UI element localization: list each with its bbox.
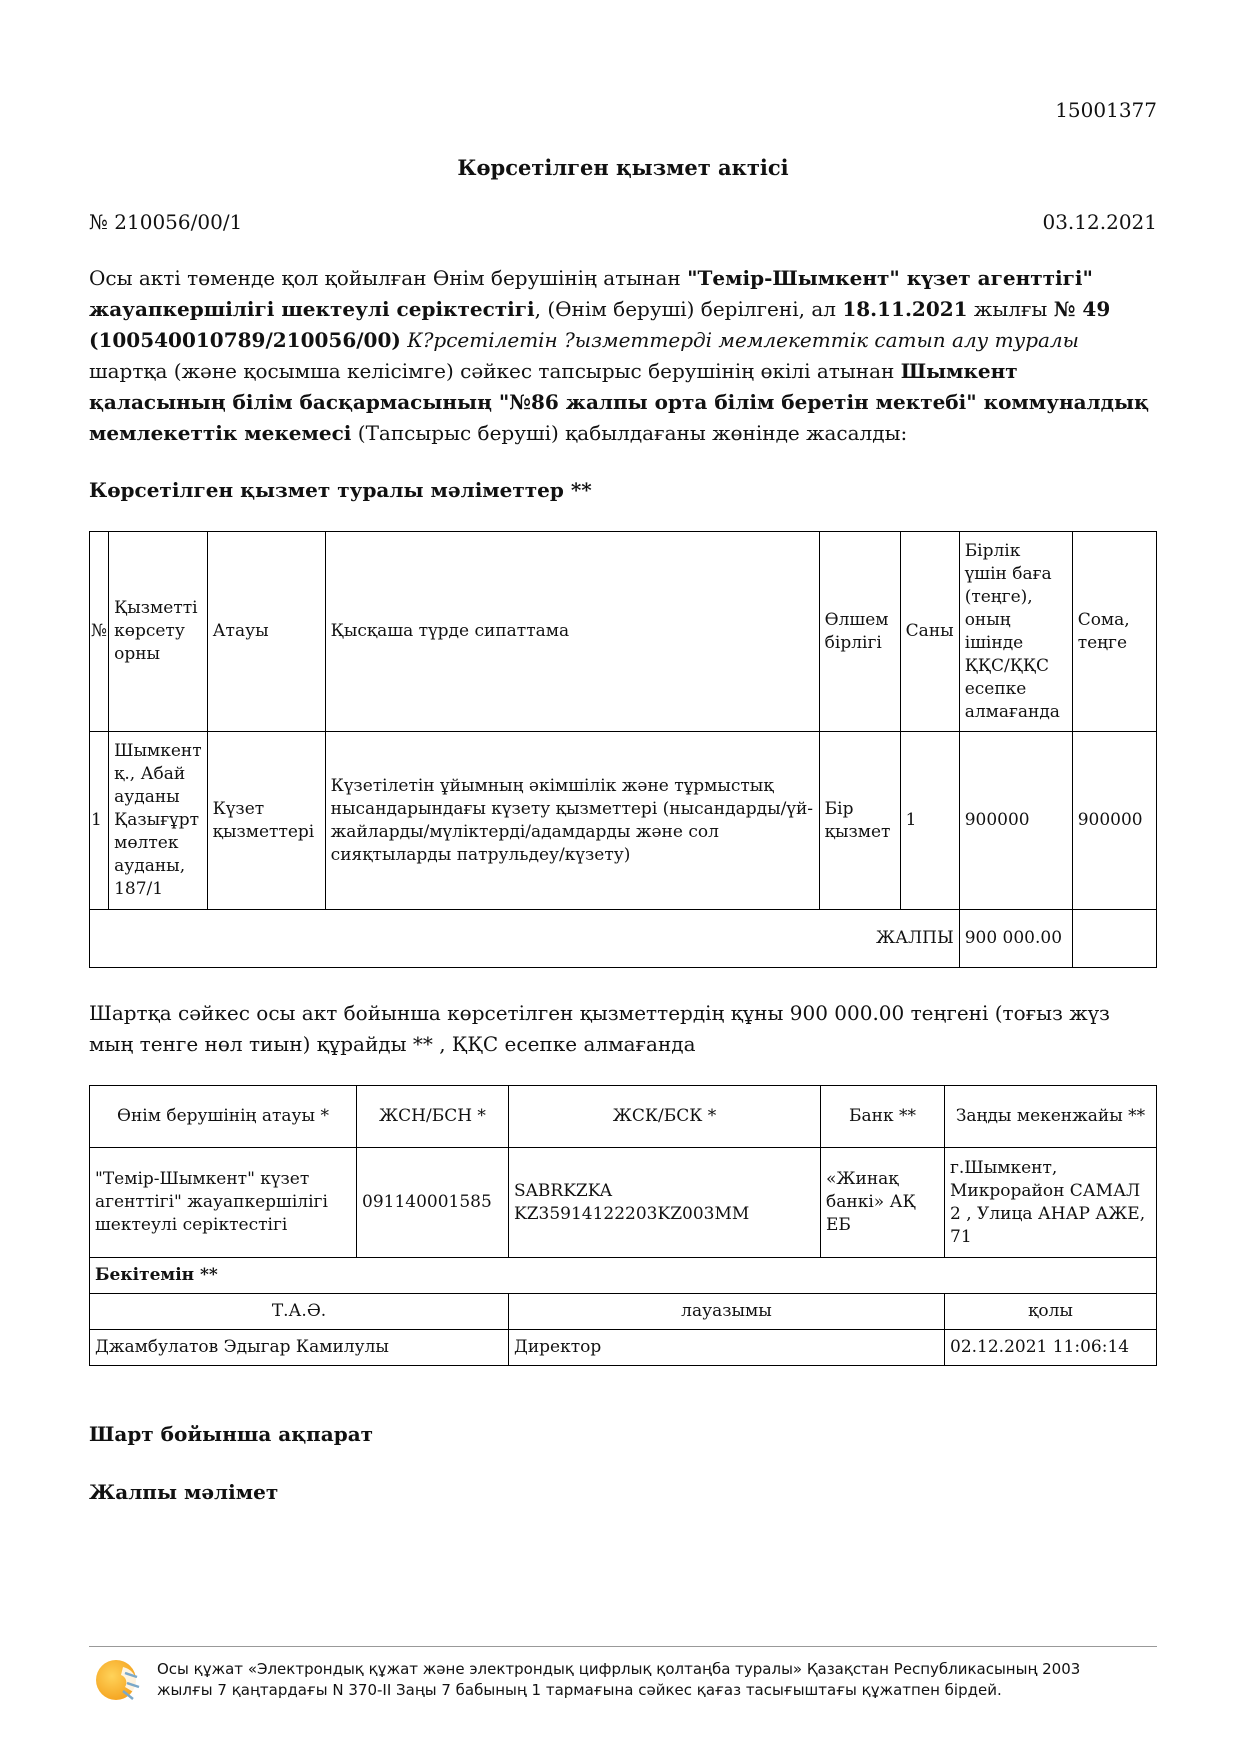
- sign-header-row: [90, 1294, 1157, 1330]
- signer-name: Джамбулатов Эдыгар Камилулы: [90, 1330, 509, 1366]
- contract-info-heading: Шарт бойынша ақпарат: [89, 1422, 374, 1446]
- egov-sun-logo-icon: [95, 1657, 141, 1703]
- header-cell: Атауы: [207, 532, 325, 732]
- row-cell: Күзетілетін ұйымның әкімшілік және тұрмыстық нысандарындағы күзету қызметтері (нысандарды/үй-жайларды/мүліктерді/адамдарды және сол сияқтыларды патрульдеу/күзету): [325, 732, 819, 910]
- row-cell: 1: [90, 732, 109, 910]
- page-title: Көрсетілген қызмет актісі: [457, 155, 789, 180]
- account-cell: SABRKZKA KZ35914122203KZ003MM: [509, 1148, 821, 1258]
- empty-cell: [1072, 910, 1156, 968]
- header-cell: Қызметті көрсету орны: [109, 532, 208, 732]
- table-header-row: [90, 1086, 1157, 1148]
- total-row: [90, 910, 1157, 968]
- general-info-heading: Жалпы мәлімет: [89, 1480, 279, 1504]
- approve-row: [90, 1258, 1157, 1294]
- services-table: [89, 531, 1157, 968]
- header-cell: Т.А.Ә.: [90, 1294, 509, 1330]
- table-row: [90, 732, 1157, 910]
- header-cell: Өлшем бірлігі: [819, 532, 900, 732]
- footer-line: Осы құжат «Электрондық құжат және электрондық цифрлық қолтаңба туралы» Қазақстан Республикасының 2003: [157, 1660, 1081, 1678]
- intro-text: жылғы: [967, 297, 1054, 321]
- header-cell: қолы: [945, 1294, 1157, 1330]
- header-cell: Заңды мекенжайы **: [945, 1086, 1157, 1148]
- row-cell: 1: [900, 732, 959, 910]
- act-date: 03.12.2021: [1042, 210, 1157, 234]
- intro-text: , (Өнім беруші) берілгені, ал: [534, 297, 843, 321]
- intro-text: шартқа (және қосымша келісімге) сәйкес тапсырыс берушінің өкілі атынан: [89, 359, 901, 383]
- header-cell: Қысқаша түрде сипаттама: [325, 532, 819, 732]
- contract-name: К?рсетілетін ?ызметтерді мемлекеттік сатып алу туралы: [407, 328, 1079, 352]
- table-row: [90, 1148, 1157, 1258]
- header-cell: ЖСН/БСН *: [357, 1086, 509, 1148]
- header-cell: лауазымы: [509, 1294, 945, 1330]
- footer-line: жылғы 7 қаңтардағы N 370-II Заңы 7 бабының 1 тармағына сәйкес қағаз тасығыштағы құжатпен бірдей.: [157, 1681, 1002, 1699]
- signature-timestamp: 02.12.2021 11:06:14: [945, 1330, 1157, 1366]
- contract-number: № 49 (100540010789/210056/00): [89, 297, 1111, 352]
- approve-label: Бекітемін **: [90, 1258, 1157, 1294]
- services-heading: Көрсетілген қызмет туралы мәліметтер **: [89, 478, 592, 502]
- address-cell: г.Шымкент, Микрорайон САМАЛ 2 , Улица АНАР АЖЕ, 71: [945, 1148, 1157, 1258]
- row-cell: Бір қызмет: [819, 732, 900, 910]
- total-label: ЖАЛПЫ: [90, 910, 960, 968]
- table-header-row: [90, 532, 1157, 732]
- supplier-name: "Темір-Шымкент" күзет агенттігі" жауапкершілігі шектеулі серіктестігі: [89, 266, 1093, 321]
- customer-name: Шымкент қаласының білім басқармасының "№86 жалпы орта білім беретін мектебі" коммуналдық мемлекеттік мекемесі: [89, 359, 1149, 445]
- footer: [89, 1646, 1157, 1699]
- header-cell: Саны: [900, 532, 959, 732]
- intro-text: Осы акті төменде қол қойылған Өнім берушінің атынан: [89, 266, 688, 290]
- supplier-table: [89, 1085, 1157, 1366]
- header-cell: Сома, теңге: [1072, 532, 1156, 732]
- act-number: № 210056/00/1: [89, 210, 243, 234]
- summary-paragraph: Шартқа сәйкес осы акт бойынша көрсетілген қызметтердің құны 900 000.00 теңгені (тоғыз жүз мың тенге нөл тиын) құрайды ** , ҚҚС есепке алмағанда: [89, 1001, 1110, 1056]
- sign-row: [90, 1330, 1157, 1366]
- bank-cell: «Жинақ банкі» АҚ ЕБ: [821, 1148, 945, 1258]
- header-cell: Банк **: [821, 1086, 945, 1148]
- header-cell: Бірлік үшін баға (теңге), оның ішінде ҚҚС/ҚҚС есепке алмағанда: [959, 532, 1072, 732]
- document-number: 15001377: [1055, 98, 1157, 122]
- row-cell: 900000: [1072, 732, 1156, 910]
- header-cell: ЖСК/БСК *: [509, 1086, 821, 1148]
- header-cell: №: [90, 532, 109, 732]
- header-cell: Өнім берушінің атауы *: [90, 1086, 357, 1148]
- row-cell: Күзет қызметтері: [207, 732, 325, 910]
- footer-text: [157, 1659, 1157, 1701]
- signer-position: Директор: [509, 1330, 945, 1366]
- bin-cell: 091140001585: [357, 1148, 509, 1258]
- total-value: 900 000.00: [959, 910, 1072, 968]
- row-cell: Шымкент қ., Абай ауданы Қазығұрт мөлтек ауданы, 187/1: [109, 732, 208, 910]
- intro-paragraph: [89, 263, 1157, 449]
- supplier-name-cell: "Темір-Шымкент" күзет агенттігі" жауапкершілігі шектеулі серіктестігі: [90, 1148, 357, 1258]
- row-cell: 900000: [959, 732, 1072, 910]
- contract-date: 18.11.2021: [842, 297, 968, 321]
- act-number-row: [89, 210, 1157, 234]
- intro-text: (Тапсырыс беруші) қабылдағаны жөнінде жасалды:: [351, 421, 908, 445]
